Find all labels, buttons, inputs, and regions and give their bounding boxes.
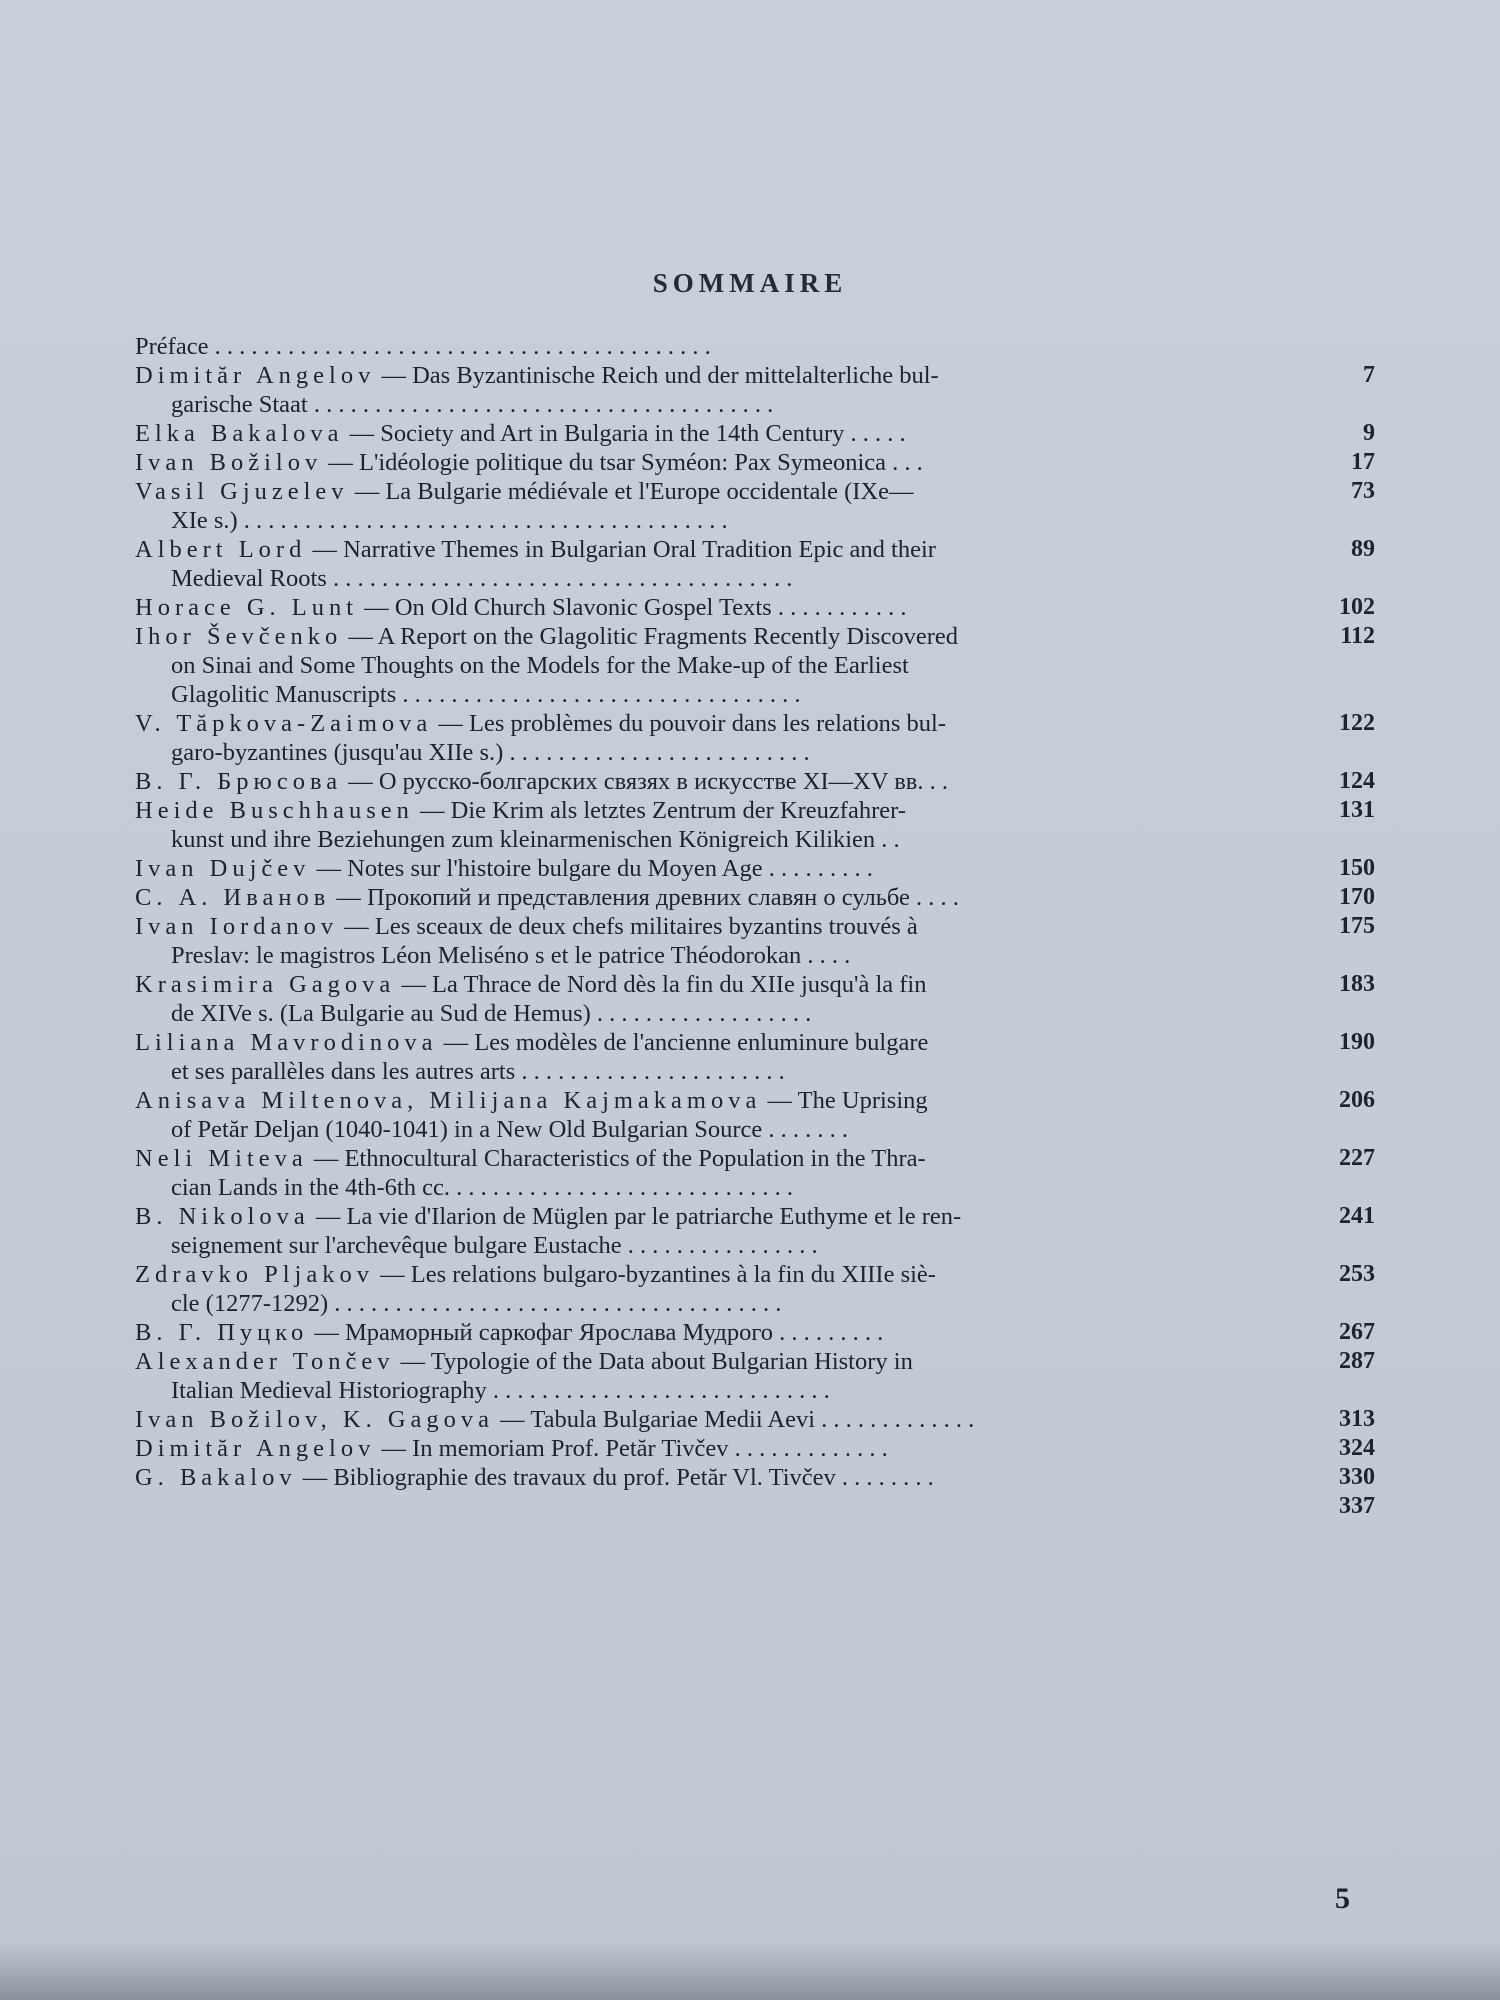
toc-title-line: — Les sceaux de deux chefs militaires byzantins trouvés à	[344, 913, 918, 940]
toc-page-number: 102	[1339, 594, 1375, 620]
toc-title-line: seignement sur l'archevêque bulgare Eustache . . . . . . . . . . . . . . . .	[171, 1232, 818, 1259]
toc-title-line: kunst und ihre Beziehungen zum kleinarmenischen Königreich Kilikien . .	[171, 826, 900, 853]
toc-entry	[135, 1086, 1375, 1144]
toc-entry-text	[135, 1260, 1297, 1318]
toc-page-number: 89	[1351, 536, 1375, 562]
toc-title-line: — Прокопий и представления древних славян о сульбе . . . .	[336, 884, 959, 911]
toc-page-number: 330	[1339, 1464, 1375, 1490]
toc-page-number: 337	[1339, 1493, 1375, 1519]
toc-author: В. Г. Пуцко	[135, 1319, 309, 1346]
toc-author: Elka Bakalova	[135, 420, 344, 447]
toc-page-number: 175	[1339, 913, 1375, 939]
toc-title-line: — La Thrace de Nord dès la fin du XIIe jusqu'à la fin	[401, 971, 927, 998]
toc-author: Anisava Miltenova, Milijana Kajmakamova	[135, 1087, 762, 1114]
toc-title-line: — О русско-болгарских связях в искусстве XI—XV вв. . .	[348, 768, 948, 795]
toc-author: Dimităr Angelov	[135, 1435, 376, 1462]
toc-entry	[135, 622, 1375, 709]
toc-author: V. Tăpkova-Zaimova	[135, 710, 433, 737]
toc-entry	[135, 535, 1375, 593]
toc-page-number: 206	[1339, 1087, 1375, 1113]
toc-entry-text	[135, 448, 1297, 477]
toc-page-number: 253	[1339, 1261, 1375, 1287]
toc-entry	[135, 1202, 1375, 1260]
toc-entry	[135, 332, 1375, 361]
toc-page-number: 183	[1339, 971, 1375, 997]
toc-entry-text	[135, 1202, 1297, 1260]
toc-author: Ivan Dujčev	[135, 855, 311, 882]
toc-title-line: — On Old Church Slavonic Gospel Texts . . . . . . . . . . .	[364, 594, 907, 621]
toc-title-line: garo-byzantines (jusqu'au XIIe s.) . . . . . . . . . . . . . . . . . . . . . . . . .	[171, 739, 810, 766]
toc-title-line: — Мраморный саркофаг Ярослава Мудрого . . . . . . . . .	[314, 1319, 884, 1346]
toc-author: B. Nikolova	[135, 1203, 310, 1230]
toc-page-number: 227	[1339, 1145, 1375, 1171]
toc-entry	[135, 593, 1375, 622]
toc-entry-text	[135, 1347, 1297, 1405]
toc-entry-text	[135, 709, 1297, 767]
toc-title-line: cian Lands in the 4th-6th cc. . . . . . . . . . . . . . . . . . . . . . . . . . . . .	[171, 1174, 793, 1201]
toc-entry-text	[135, 1405, 1297, 1434]
toc-entry-text	[135, 1086, 1297, 1144]
toc-page-number: 267	[1339, 1319, 1375, 1345]
toc-entry	[135, 912, 1375, 970]
toc-page-number: 131	[1339, 797, 1375, 823]
toc-title-line: Medieval Roots . . . . . . . . . . . . . . . . . . . . . . . . . . . . . . . . . . . . . .	[171, 565, 793, 592]
toc-page-number: 112	[1340, 623, 1375, 649]
toc-entry-text	[135, 883, 1297, 912]
table-of-contents	[135, 332, 1375, 1521]
toc-title-line: — Notes sur l'histoire bulgare du Moyen Age . . . . . . . . .	[316, 855, 873, 882]
toc-title-line: — Die Krim als letztes Zentrum der Kreuzfahrer-	[420, 797, 906, 824]
toc-author: В. Г. Брюсова	[135, 768, 343, 795]
toc-entry	[135, 709, 1375, 767]
toc-author: Liliana Mavrodinova	[135, 1029, 438, 1056]
toc-entry	[135, 970, 1375, 1028]
toc-entry-text	[135, 361, 1297, 419]
toc-title-line: — Les relations bulgaro-byzantines à la fin du XIIIe siè-	[380, 1261, 936, 1288]
toc-author: Albert Lord	[135, 536, 307, 563]
toc-title-line: — Les modèles de l'ancienne enluminure bulgare	[443, 1029, 929, 1056]
toc-page-number: 313	[1339, 1406, 1375, 1432]
toc-title-line: — Les problèmes du pouvoir dans les relations bul-	[438, 710, 947, 737]
toc-title-line: — In memoriam Prof. Petăr Tivčev . . . . . . . . . . . . .	[381, 1435, 888, 1462]
toc-title-line: — La vie d'Ilarion de Müglen par le patriarche Euthyme et le ren-	[315, 1203, 962, 1230]
toc-title-line: cle (1277-1292) . . . . . . . . . . . . . . . . . . . . . . . . . . . . . . . . . . . . .	[171, 1290, 782, 1317]
toc-title-line: — Bibliographie des travaux du prof. Petăr Vl. Tivčev . . . . . . . .	[302, 1464, 934, 1491]
toc-entry	[135, 796, 1375, 854]
toc-entry-text	[135, 622, 1297, 709]
toc-author: G. Bakalov	[135, 1464, 297, 1491]
toc-entry-text	[135, 1028, 1297, 1086]
toc-entry	[135, 1405, 1375, 1434]
toc-author: Heide Buschhausen	[135, 797, 414, 824]
toc-author: Zdravko Pljakov	[135, 1261, 374, 1288]
page-number: 5	[1335, 1882, 1350, 1915]
toc-title-line: — Narrative Themes in Bulgarian Oral Tradition Epic and their	[312, 536, 936, 563]
toc-title-line: Italian Medieval Historiography . . . . . . . . . . . . . . . . . . . . . . . . . . . .	[171, 1377, 830, 1404]
toc-title-line: de XIVe s. (La Bulgarie au Sud de Hemus) . . . . . . . . . . . . . . . . . .	[171, 1000, 812, 1027]
toc-entry-text	[135, 1434, 1297, 1463]
toc-entry-text	[135, 332, 1297, 361]
toc-entry-text	[135, 1463, 1297, 1492]
toc-entry	[135, 1318, 1375, 1347]
toc-author: Ihor Ševčenko	[135, 623, 343, 650]
page-title: SOMMAIRE	[652, 268, 848, 298]
toc-entry	[135, 1028, 1375, 1086]
toc-entry-text	[135, 535, 1297, 593]
toc-entry	[135, 1434, 1375, 1463]
toc-author: Ivan Božilov, K. Gagova	[135, 1406, 495, 1433]
toc-entry	[135, 419, 1375, 448]
toc-entry	[135, 883, 1375, 912]
toc-title-line: XIe s.) . . . . . . . . . . . . . . . . . . . . . . . . . . . . . . . . . . . . . . . .	[171, 507, 728, 534]
toc-entry	[135, 1347, 1375, 1405]
toc-page-number: 287	[1339, 1348, 1375, 1374]
toc-page-number: 324	[1339, 1435, 1375, 1461]
toc-page-number: 122	[1339, 710, 1375, 736]
toc-title-line: — L'idéologie politique du tsar Syméon: Pax Symeonica . . .	[328, 449, 923, 476]
toc-title-line: — The Uprising	[767, 1087, 928, 1114]
toc-author: Dimităr Angelov	[135, 362, 376, 389]
toc-title-line: on Sinai and Some Thoughts on the Models for the Make-up of the Earliest	[171, 652, 909, 679]
toc-title-line: — Tabula Bulgariae Medii Aevi . . . . . . . . . . . . .	[500, 1406, 975, 1433]
toc-title-line: Préface . . . . . . . . . . . . . . . . . . . . . . . . . . . . . . . . . . . . . . . . .	[135, 333, 711, 360]
toc-title-line: — Ethnocultural Characteristics of the Population in the Thra-	[313, 1145, 926, 1172]
toc-entry-text	[135, 1318, 1297, 1347]
toc-entry	[135, 767, 1375, 796]
toc-entry	[135, 361, 1375, 419]
toc-author: Horace G. Lunt	[135, 594, 359, 621]
toc-page-number: 150	[1339, 855, 1375, 881]
toc-author: Vasil Gjuzelev	[135, 478, 349, 505]
toc-page-number: 241	[1339, 1203, 1375, 1229]
toc-page-number: 190	[1339, 1029, 1375, 1055]
toc-entry-text	[135, 593, 1297, 622]
toc-title-line: — La Bulgarie médiévale et l'Europe occidentale (IXe—	[354, 478, 914, 505]
toc-author: Ivan Božilov	[135, 449, 323, 476]
toc-title-line: Glagolitic Manuscripts . . . . . . . . . . . . . . . . . . . . . . . . . . . . . . . . .	[171, 681, 801, 708]
toc-page-number: 73	[1351, 478, 1375, 504]
toc-author: Alexander Tončev	[135, 1348, 395, 1375]
toc-entry-text	[135, 1144, 1297, 1202]
toc-title-line: — Das Byzantinische Reich und der mittelalterliche bul-	[381, 362, 939, 389]
toc-title-line: — Typologie of the Data about Bulgarian History in	[400, 1348, 913, 1375]
toc-entry-text	[135, 912, 1297, 970]
toc-author: С. А. Иванов	[135, 884, 331, 911]
toc-entry-text	[135, 767, 1297, 796]
page-bottom-shadow	[0, 1940, 1500, 2000]
toc-author: Ivan Iordanov	[135, 913, 339, 940]
toc-page-number: 170	[1339, 884, 1375, 910]
toc-entry-text	[135, 854, 1297, 883]
toc-entry-text	[135, 796, 1297, 854]
toc-entry-text	[135, 477, 1297, 535]
toc-entry-text	[135, 419, 1297, 448]
toc-title-line: — A Report on the Glagolitic Fragments Recently Discovered	[348, 623, 958, 650]
toc-title-line: et ses parallèles dans les autres arts . . . . . . . . . . . . . . . . . . . . . .	[171, 1058, 785, 1085]
toc-title-line: — Society and Art in Bulgaria in the 14th Century . . . . .	[349, 420, 906, 447]
toc-page-number: 17	[1351, 449, 1375, 475]
toc-author: Neli Miteva	[135, 1145, 308, 1172]
toc-entry	[135, 1144, 1375, 1202]
toc-entry-text	[135, 970, 1297, 1028]
toc-title-line: garische Staat . . . . . . . . . . . . . . . . . . . . . . . . . . . . . . . . . . . . . .	[171, 391, 774, 418]
toc-page-number: 7	[1363, 362, 1375, 388]
toc-entry	[135, 854, 1375, 883]
toc-author: Krasimira Gagova	[135, 971, 396, 998]
toc-entry	[135, 1492, 1375, 1521]
toc-page-number: 124	[1339, 768, 1375, 794]
toc-entry	[135, 477, 1375, 535]
toc-entry	[135, 1463, 1375, 1492]
toc-title-line: of Petăr Deljan (1040-1041) in a New Old Bulgarian Source . . . . . . .	[171, 1116, 848, 1143]
toc-page-number: 9	[1363, 420, 1375, 446]
toc-entry	[135, 448, 1375, 477]
toc-title-line: Preslav: le magistros Léon Meliséno s et le patrice Théodorokan . . . .	[171, 942, 851, 969]
toc-entry	[135, 1260, 1375, 1318]
